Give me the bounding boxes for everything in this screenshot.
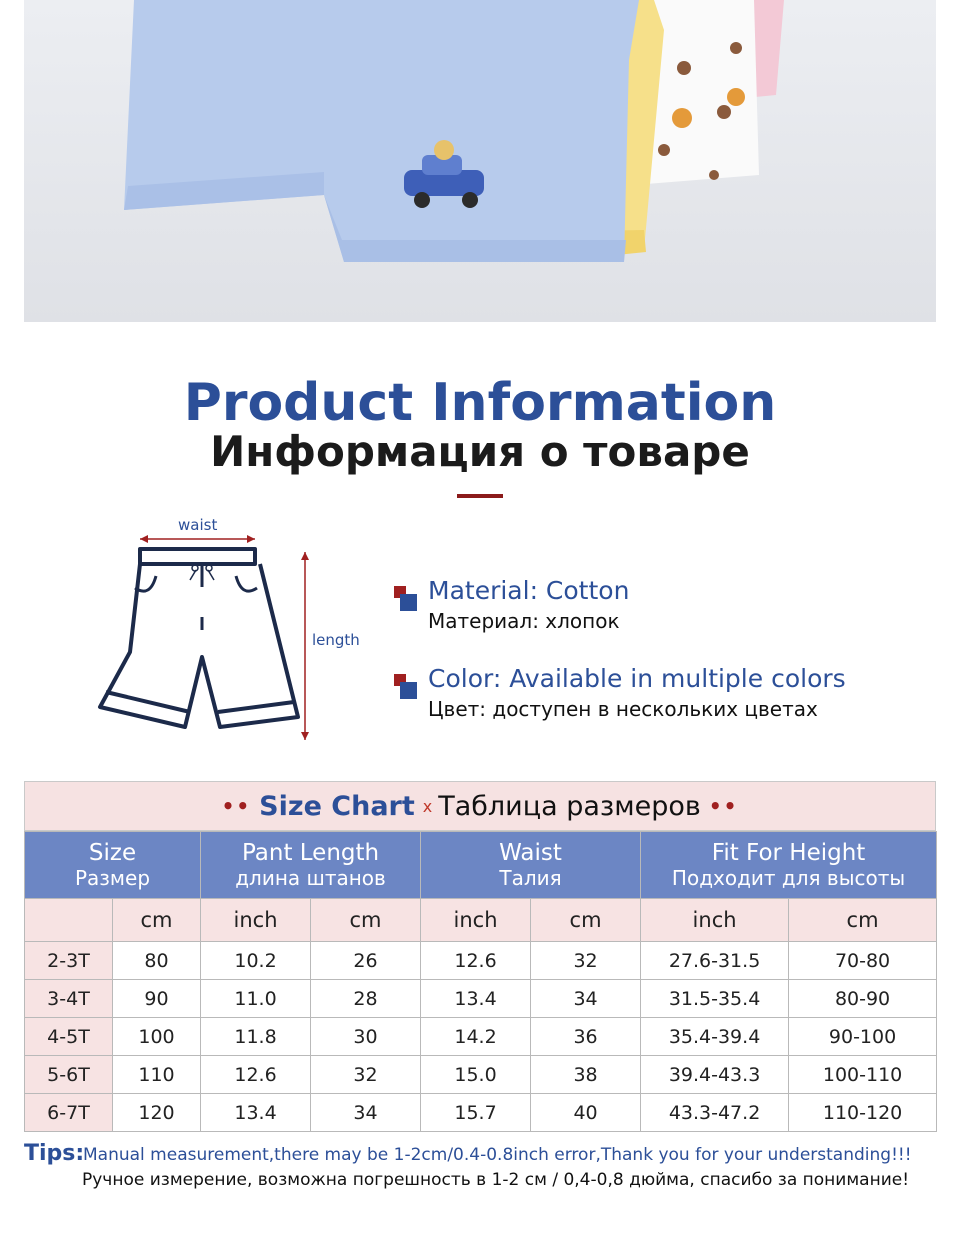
table-cell: 12.6 xyxy=(201,1056,311,1094)
feature-material-ru: Материал: хлопок xyxy=(428,609,620,633)
header-pant-length xyxy=(201,832,421,899)
table-cell: 34 xyxy=(311,1094,421,1132)
table-row xyxy=(25,980,937,1018)
unit-cell: inch xyxy=(201,899,311,942)
title-dots-left: •• xyxy=(221,794,252,818)
table-cell: 80 xyxy=(113,942,201,980)
header-size-en: Size xyxy=(88,840,137,866)
table-cell: 4-5T xyxy=(25,1018,113,1056)
table-cell: 30 xyxy=(311,1018,421,1056)
table-cell: 31.5-35.4 xyxy=(641,980,789,1018)
table-row xyxy=(25,942,937,980)
table-cell: 26 xyxy=(311,942,421,980)
square-bullet-icon xyxy=(392,584,420,612)
table-cell: 90-100 xyxy=(789,1018,937,1056)
size-chart-title xyxy=(24,781,936,831)
tips-text-en: Manual measurement,there may be 1-2cm/0.4-0.8inch error,Thank you for your understanding!!! xyxy=(83,1145,912,1165)
table-cell: 100 xyxy=(113,1018,201,1056)
table-cell: 32 xyxy=(311,1056,421,1094)
size-table xyxy=(24,831,937,1132)
product-information-title: Product Information xyxy=(183,373,777,433)
product-photo xyxy=(24,0,936,322)
table-cell: 120 xyxy=(113,1094,201,1132)
unit-cell: cm xyxy=(531,899,641,942)
table-cell: 39.4-43.3 xyxy=(641,1056,789,1094)
size-chart-title-en: Size Chart xyxy=(259,790,415,822)
table-cell: 15.7 xyxy=(421,1094,531,1132)
header-fit-for-height xyxy=(641,832,937,899)
unit-cell: cm xyxy=(311,899,421,942)
unit-cell: inch xyxy=(421,899,531,942)
size-chart xyxy=(24,781,936,1132)
table-cell: 6-7T xyxy=(25,1094,113,1132)
header-size-ru: Размер xyxy=(74,866,151,890)
title-divider xyxy=(457,494,503,498)
unit-cell xyxy=(25,899,113,942)
table-cell: 15.0 xyxy=(421,1056,531,1094)
table-cell: 110 xyxy=(113,1056,201,1094)
table-cell: 32 xyxy=(531,942,641,980)
feature-color xyxy=(392,664,932,724)
square-bullet-icon xyxy=(392,672,420,700)
table-cell: 43.3-47.2 xyxy=(641,1094,789,1132)
table-cell: 100-110 xyxy=(789,1056,937,1094)
unit-cell: cm xyxy=(113,899,201,942)
unit-cell: cm xyxy=(789,899,937,942)
header-waist-ru: Талия xyxy=(499,866,562,890)
shorts-outline-icon xyxy=(90,512,390,752)
header-pant-length-ru: длина штанов xyxy=(235,866,386,890)
header-pant-length-en: Pant Length xyxy=(241,840,380,866)
table-cell: 13.4 xyxy=(421,980,531,1018)
table-cell: 11.0 xyxy=(201,980,311,1018)
table-cell: 2-3T xyxy=(25,942,113,980)
table-cell: 40 xyxy=(531,1094,641,1132)
title-separator: x xyxy=(422,796,433,816)
product-information-title-ru: Информация о товаре xyxy=(210,427,750,476)
table-cell: 35.4-39.4 xyxy=(641,1018,789,1056)
table-cell: 110-120 xyxy=(789,1094,937,1132)
length-label: length xyxy=(312,631,360,649)
header-waist xyxy=(421,832,641,899)
feature-material xyxy=(392,576,932,636)
shorts-photo-illustration xyxy=(24,0,936,322)
table-cell: 10.2 xyxy=(201,942,311,980)
size-chart-title-ru: Таблица размеров xyxy=(438,790,701,822)
table-cell: 5-6T xyxy=(25,1056,113,1094)
table-cell: 13.4 xyxy=(201,1094,311,1132)
units-row xyxy=(25,899,937,942)
table-header-row xyxy=(25,832,937,899)
header-height-en: Fit For Height xyxy=(711,840,866,866)
unit-cell: inch xyxy=(641,899,789,942)
feature-color-en: Color: Available in multiple colors xyxy=(428,664,846,693)
title-dots-right: •• xyxy=(708,794,739,818)
header-waist-en: Waist xyxy=(499,840,562,866)
table-cell: 3-4T xyxy=(25,980,113,1018)
table-cell: 14.2 xyxy=(421,1018,531,1056)
shorts-size-diagram xyxy=(90,512,390,752)
waist-label: waist xyxy=(178,516,218,534)
tips-text-ru: Ручное измерение, возможна погрешность в 1-2 см / 0,4-0,8 дюйма, спасибо за понимание! xyxy=(82,1170,910,1190)
table-cell: 28 xyxy=(311,980,421,1018)
table-row xyxy=(25,1056,937,1094)
table-cell: 12.6 xyxy=(421,942,531,980)
feature-material-en: Material: Cotton xyxy=(428,576,630,605)
header-size xyxy=(25,832,201,899)
table-cell: 11.8 xyxy=(201,1018,311,1056)
table-row xyxy=(25,1094,937,1132)
feature-color-ru: Цвет: доступен в нескольких цветах xyxy=(428,697,818,721)
table-cell: 90 xyxy=(113,980,201,1018)
tips-label: Tips: xyxy=(24,1141,85,1166)
header-height-ru: Подходит для высоты xyxy=(671,866,906,890)
table-cell: 36 xyxy=(531,1018,641,1056)
table-cell: 27.6-31.5 xyxy=(641,942,789,980)
table-cell: 38 xyxy=(531,1056,641,1094)
table-cell: 70-80 xyxy=(789,942,937,980)
table-cell: 80-90 xyxy=(789,980,937,1018)
table-row xyxy=(25,1018,937,1056)
table-cell: 34 xyxy=(531,980,641,1018)
